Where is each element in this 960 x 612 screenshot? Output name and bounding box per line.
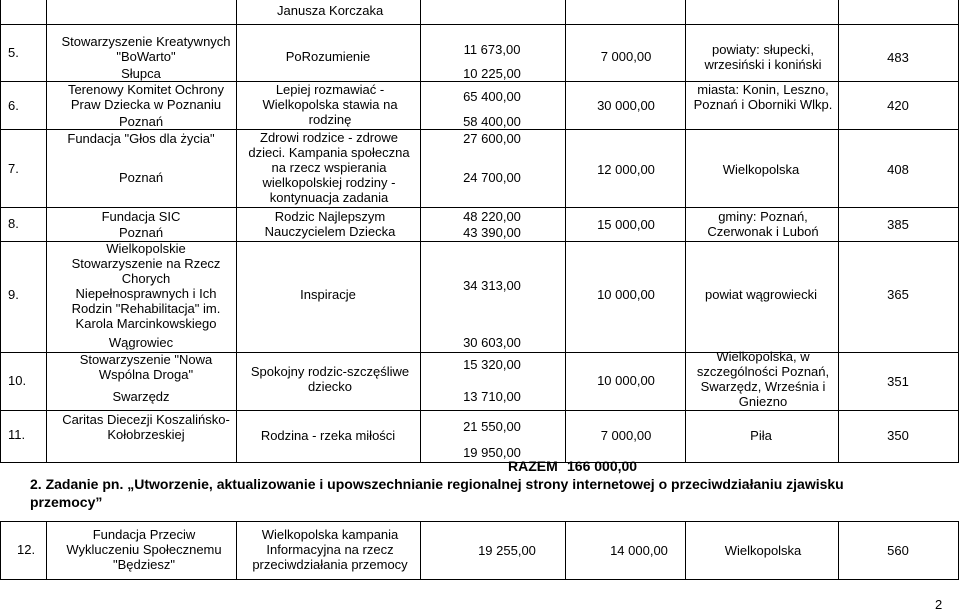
- amount-total: 27 600,00: [463, 131, 521, 146]
- score: 420: [887, 98, 909, 113]
- org-name: Stowarzyszenie "Nowa Wspólna Droga": [79, 352, 213, 382]
- area: miasta: Konin, Leszno, Poznań i Oborniki Wlkp.: [693, 82, 833, 112]
- grant-amount: 30 000,00: [597, 98, 655, 113]
- amount-requested: 58 400,00: [463, 114, 521, 129]
- row-divider: [0, 24, 959, 25]
- header-text: Janusza Korczaka: [277, 3, 384, 18]
- row-number: 9.: [8, 287, 19, 302]
- row-number: 7.: [8, 161, 19, 176]
- page-number: 2: [935, 597, 943, 612]
- row-divider: [0, 129, 959, 130]
- col-divider: [838, 0, 839, 462]
- col-divider: [420, 521, 421, 579]
- col-divider: [420, 0, 421, 462]
- project-name: Wielkopolska kampania Informacyjna na rzecz przeciwdziałania przemocy: [252, 527, 408, 572]
- col-divider: [685, 0, 686, 462]
- grant-amount: 7 000,00: [600, 49, 652, 64]
- grant-amount: 12 000,00: [597, 162, 655, 177]
- col-divider: [236, 521, 237, 579]
- col-divider: [685, 521, 686, 579]
- area: Wielkopolska, w szczególności Poznań, Swarzędz, Września i Gniezno: [696, 349, 830, 409]
- area: powiat wągrowiecki: [705, 287, 817, 302]
- org-name: Terenowy Komitet Ochrony Praw Dziecka w Poznaniu: [67, 82, 225, 112]
- row-number: 10.: [8, 373, 27, 388]
- score: 350: [887, 428, 909, 443]
- org-name: Caritas Diecezji Koszalińsko-Kołobrzeskiej: [62, 412, 230, 442]
- amount-total: 21 550,00: [463, 419, 521, 434]
- score: 560: [887, 543, 909, 558]
- task-heading: [30, 475, 910, 511]
- area: gminy: Poznań, Czerwonak i Luboń: [707, 209, 819, 239]
- score: 408: [887, 162, 909, 177]
- org-city: Wągrowiec: [108, 335, 174, 350]
- org-city: Swarzędz: [112, 389, 170, 404]
- table-border-bottom: [0, 462, 959, 463]
- row-number: 6.: [8, 98, 19, 113]
- col-divider: [236, 0, 237, 462]
- org-name: Fundacja Przeciw Wykluczeniu Społecznemu "Będziesz": [66, 527, 222, 572]
- project-name: Spokojny rodzic-szczęśliwe dziecko: [250, 364, 410, 394]
- score: 483: [887, 50, 909, 65]
- org-city: Poznań: [118, 225, 164, 240]
- org-city: Poznań: [118, 114, 164, 129]
- row-number: 8.: [8, 216, 19, 231]
- grant-amount: 15 000,00: [597, 217, 655, 232]
- score: 365: [887, 287, 909, 302]
- org-name: Fundacja "Głos dla życia": [67, 131, 215, 146]
- row-divider: [0, 207, 959, 208]
- task-prefix: 2. Zadanie pn.: [30, 476, 128, 492]
- table2-border-top: [0, 521, 959, 522]
- grant-amount: 14 000,00: [610, 543, 668, 558]
- amount-requested: 13 710,00: [463, 389, 521, 404]
- total-value: 166 000,00: [567, 458, 638, 474]
- task-title: „Utworzenie, aktualizowanie i upowszechnianie regionalnej strony internetowej o przeciwdziałaniu zjawisku przemocy”: [30, 476, 844, 510]
- amount-total: 15 320,00: [463, 357, 521, 372]
- project-name: Lepiej rozmawiać - Wielkopolska stawia na rodzinę: [262, 82, 398, 127]
- table-border-right: [958, 0, 959, 462]
- total-label: RAZEM: [508, 458, 558, 474]
- area: Wielkopolska: [724, 543, 802, 558]
- grant-amount: 10 000,00: [597, 287, 655, 302]
- col-divider: [46, 0, 47, 462]
- amount-requested: 19 950,00: [463, 445, 521, 460]
- row-number: 12.: [17, 542, 36, 557]
- amount-total: 48 220,00: [463, 209, 521, 224]
- org-name: Stowarzyszenie Kreatywnych "BoWarto": [61, 34, 231, 64]
- amount-total: 11 673,00: [463, 42, 521, 57]
- amount-requested: 30 603,00: [463, 335, 521, 350]
- table2-border-left: [0, 521, 1, 579]
- col-divider: [46, 521, 47, 579]
- area: powiaty: słupecki, wrzesiński i koniński: [704, 42, 822, 72]
- grant-amount: 7 000,00: [600, 428, 652, 443]
- project-name: Rodzina - rzeka miłości: [260, 428, 396, 443]
- project-name: Rodzic Najlepszym Nauczycielem Dziecka: [264, 209, 396, 239]
- area: Piła: [750, 428, 772, 443]
- table2-border-bottom: [0, 579, 959, 580]
- org-city: Poznań: [118, 170, 164, 185]
- project-name: Zdrowi rodzice - zdrowe dzieci. Kampania społeczna na rzecz wspierania wielkopolskiej rodziny - kontynuacja zadania: [248, 130, 410, 205]
- org-name: Wielkopolskie Stowarzyszenie na Rzecz Chorych Niepełnosprawnych i Ich Rodzin "Rehabilitacja" im. Karola Marcinkowskiego: [71, 241, 221, 331]
- amount-total: 65 400,00: [463, 89, 521, 104]
- col-divider: [565, 0, 566, 462]
- amount-requested: 10 225,00: [463, 66, 521, 81]
- org-name: Fundacja SIC: [101, 209, 181, 224]
- amount-total: 34 313,00: [463, 278, 521, 293]
- row-number: 11.: [8, 427, 26, 442]
- score: 385: [887, 217, 909, 232]
- table-border-left: [0, 0, 1, 462]
- col-divider: [565, 521, 566, 579]
- project-name: PoRozumienie: [285, 49, 371, 64]
- amount-requested: 43 390,00: [463, 225, 521, 240]
- score: 351: [887, 374, 909, 389]
- row-divider: [0, 410, 959, 411]
- amount-requested: 24 700,00: [463, 170, 521, 185]
- col-divider: [838, 521, 839, 579]
- org-city: Słupca: [121, 66, 161, 81]
- grant-amount: 10 000,00: [597, 373, 655, 388]
- amount-total: 19 255,00: [478, 543, 536, 558]
- area: Wielkopolska: [722, 162, 800, 177]
- table2-border-right: [958, 521, 959, 579]
- row-number: 5.: [8, 45, 19, 60]
- project-name: Inspiracje: [300, 287, 356, 302]
